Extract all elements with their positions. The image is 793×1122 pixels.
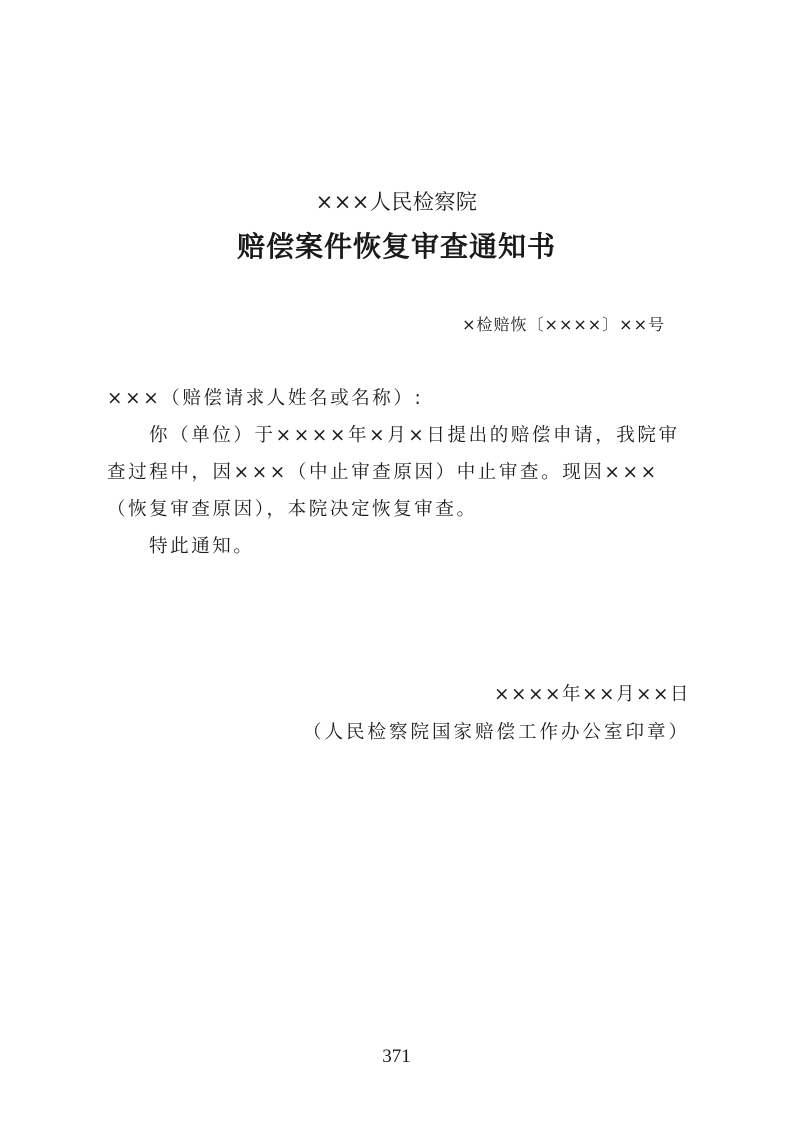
document-title: 赔偿案件恢复审查通知书 bbox=[236, 230, 556, 263]
signature-date: ××××年××月××日 bbox=[493, 684, 690, 705]
salutation: ×××（赔偿请求人姓名或名称）: bbox=[107, 388, 424, 409]
document-number: ×检赔恢〔××××〕××号 bbox=[462, 315, 665, 334]
seal-note: （人民检察院国家赔偿工作办公室印章） bbox=[302, 722, 690, 743]
issuing-organization: ×××人民检察院 bbox=[315, 190, 478, 214]
page-number: 371 bbox=[382, 1046, 411, 1067]
body-paragraph: 你（单位）于××××年×月×日提出的赔偿申请，我院审查过程中，因×××（中止审查原因）中止审查。现因×××（恢复审查原因），本院决定恢复审查。 bbox=[107, 425, 680, 520]
document-body bbox=[107, 380, 691, 565]
closing-line: 特此通知。 bbox=[149, 536, 255, 557]
